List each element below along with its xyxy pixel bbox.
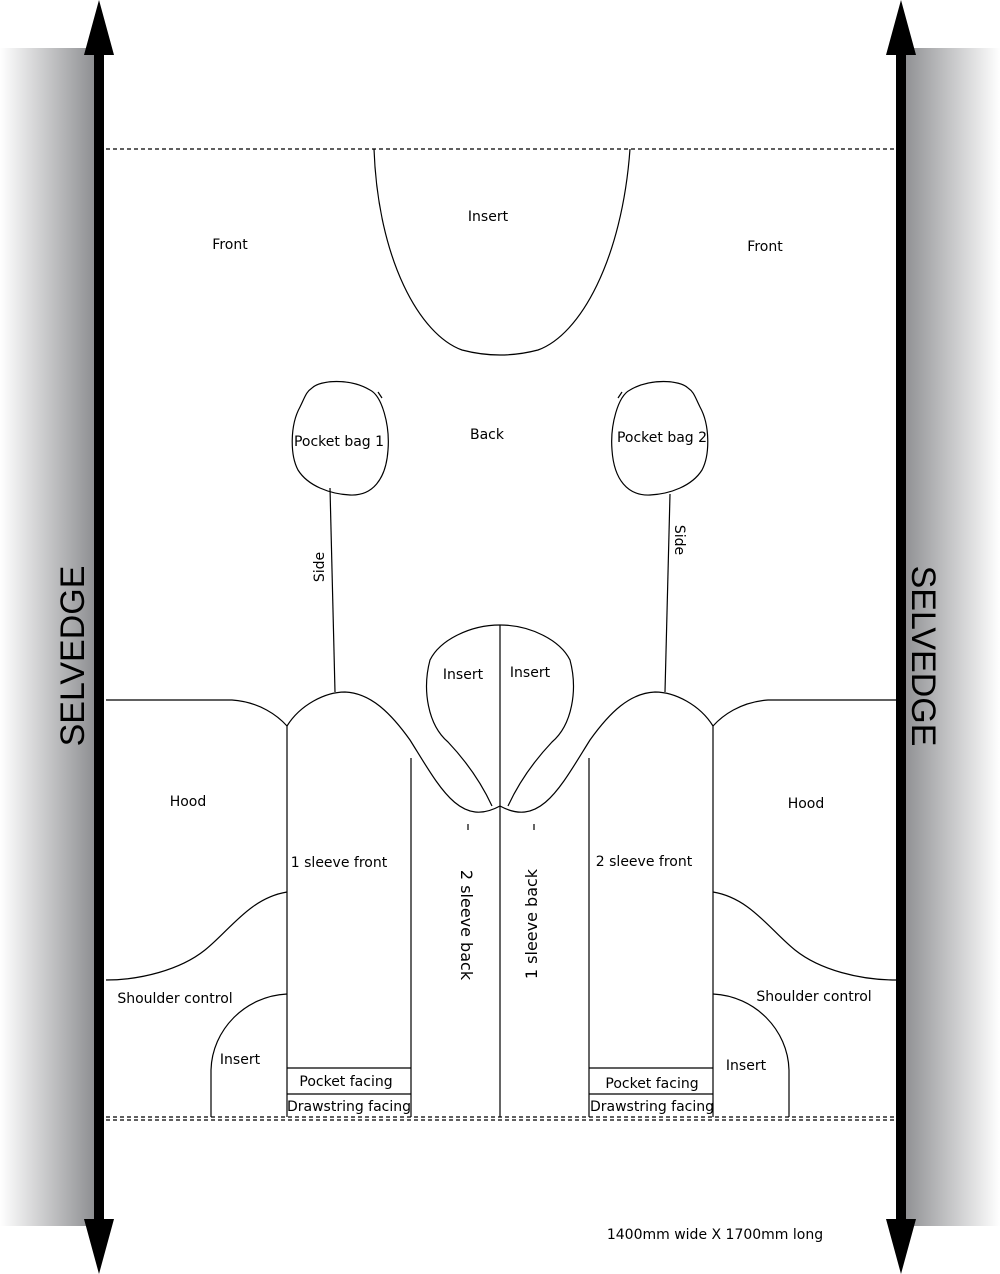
selvedge-label-left: SELVEDGE [54,565,92,747]
side-line-right [665,494,670,692]
label-side-left: Side [312,551,328,583]
label-drawstring-facing-right: Drawstring facing [589,1099,715,1115]
label-sleeve-back-2: 2 sleeve back [457,869,476,981]
label-shoulder-control-left: Shoulder control [117,991,233,1007]
label-hood-left: Hood [169,794,207,810]
label-back: Back [470,427,504,443]
side-line-left [330,488,335,692]
label-insert-center-left: Insert [442,667,484,683]
label-drawstring-facing-left: Drawstring facing [286,1099,412,1115]
hood-left-piece [106,700,287,980]
label-front-left: Front [212,237,248,253]
label-side-right: Side [671,524,687,556]
label-pocket-bag-1: Pocket bag 1 [293,434,385,450]
insert-top-piece [374,149,630,355]
label-pocket-bag-2: Pocket bag 2 [616,430,708,446]
label-shoulder-control-right: Shoulder control [756,989,872,1005]
label-insert-center-right: Insert [509,665,551,681]
label-sleeve-front-2: 2 sleeve front [595,854,693,870]
label-sleeve-back-1: 1 sleeve back [522,868,541,980]
label-insert-bottom-left: Insert [219,1052,261,1068]
label-insert-bottom-right: Insert [725,1058,767,1074]
label-front-right: Front [747,239,783,255]
label-pocket-facing-left: Pocket facing [299,1074,393,1090]
label-hood-right: Hood [787,796,825,812]
selvedge-label-right: SELVEDGE [904,565,942,747]
label-pocket-facing-right: Pocket facing [605,1076,699,1092]
hood-right-piece [713,700,896,980]
label-sleeve-front-1: 1 sleeve front [290,855,388,871]
fabric-dimensions: 1400mm wide X 1700mm long [606,1227,824,1243]
insert-bottom-right-piece [713,994,789,1117]
label-insert-top: Insert [467,209,509,225]
